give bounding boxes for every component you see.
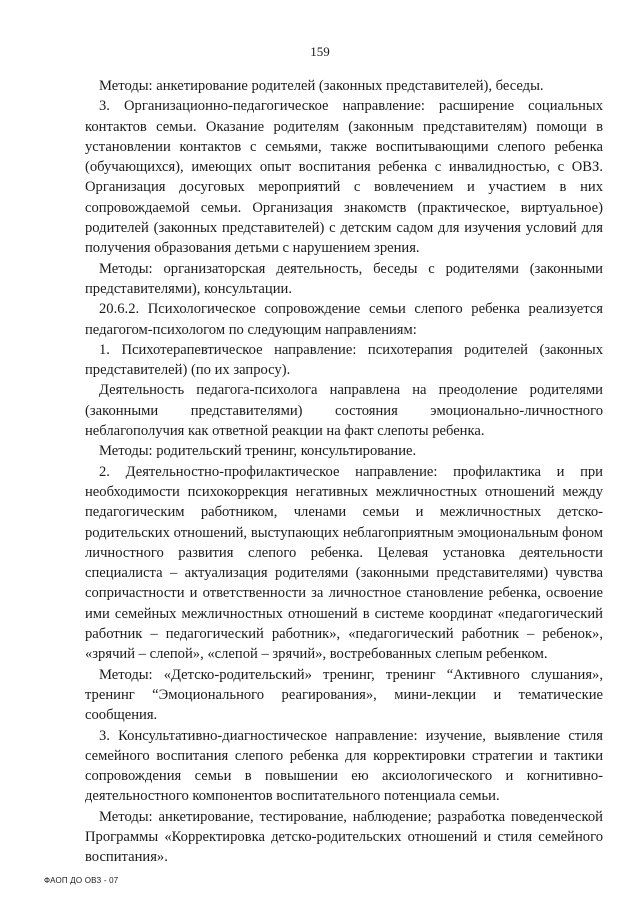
paragraph-methods-5: Методы: анкетирование, тестирование, наблюдение; разработка поведенческой Программы «Корректировка детско-родительских отношений и стиля семейного воспитания».	[85, 808, 603, 866]
paragraph-psychotherapy-direction: 1. Психотерапевтическое направление: психотерапия родителей (законных представителей) (по их запросу).	[85, 341, 603, 379]
paragraph-methods-3: Методы: родительский тренинг, консультирование.	[99, 443, 417, 460]
paragraph-organizational-direction: 3. Организационно-педагогическое направление: расширение социальных контактов семьи. Оказание родителям (законным представителям) помощи в установлении контактов с семьями, также воспитывающими слепого ребенка (обучающихся), имеющих опыт воспитания ребенка с инвалидностью, с ОВЗ. Организация досуговых мероприятий с вовлечением и участием в них сопровождаемой семьи. Организация знакомств (практическое, виртуальное) родителей (законных представителей) с детским садом для изучения условий для получения образования детьми с нарушением зрения.	[85, 98, 603, 257]
footer-document-code: ФАОП ДО ОВЗ - 07	[44, 876, 119, 885]
page-number: 159	[310, 44, 330, 59]
paragraph-methods-1: Методы: анкетирование родителей (законных представителей), беседы.	[99, 78, 544, 94]
document-body	[85, 76, 603, 868]
paragraph-section-20-6-2: 20.6.2. Психологическое сопровождение семьи слепого ребенка реализуется педагогом-психологом по следующим направлениям:	[85, 301, 603, 338]
paragraph-methods-2: Методы: организаторская деятельность, беседы с родителями (законными представителями), консультации.	[85, 260, 603, 297]
paragraph-preventive-direction: 2. Деятельностно-профилактическое направление: профилактика и при необходимости психокоррекция негативных межличностных отношений между педагогическим работником, членами семьи и межличностных детско-родительских отношений, выступающих неблагоприятным эмоциональным фоном личностного развития слепого ребенка. Целевая установка деятельности специалиста – актуализация родителями (законными представителями) чувства сопричастности и ответственности за личностное становление ребенка, освоение ими семейных межличностных отношений в системе координат «педагогический работник – педагогический работник», «педагогический работник – ребенок», «зрячий – слепой», «слепой – зрячий», востребованных слепым ребенком.	[85, 463, 603, 663]
paragraph-methods-4: Методы: «Детско-родительский» тренинг, тренинг “Активного слушания», тренинг “Эмоционального реагирования», мини-лекции и тематические сообщения.	[85, 666, 603, 724]
paragraph-diagnostic-direction: 3. Консультативно-диагностическое направление: изучение, выявление стиля семейного воспитания слепого ребенка для корректировки стратегии и тактики сопровождения семьи в повышении ею аксиологического и когнитивно-деятельностного компонентов воспитательного потенциала семьи.	[85, 727, 603, 805]
paragraph-psychologist-activity: Деятельность педагога-психолога направлена на преодоление родителями (законными представителями) состояния эмоционально-личностного неблагополучия как ответной реакции на факт слепоты ребенка.	[85, 382, 603, 440]
